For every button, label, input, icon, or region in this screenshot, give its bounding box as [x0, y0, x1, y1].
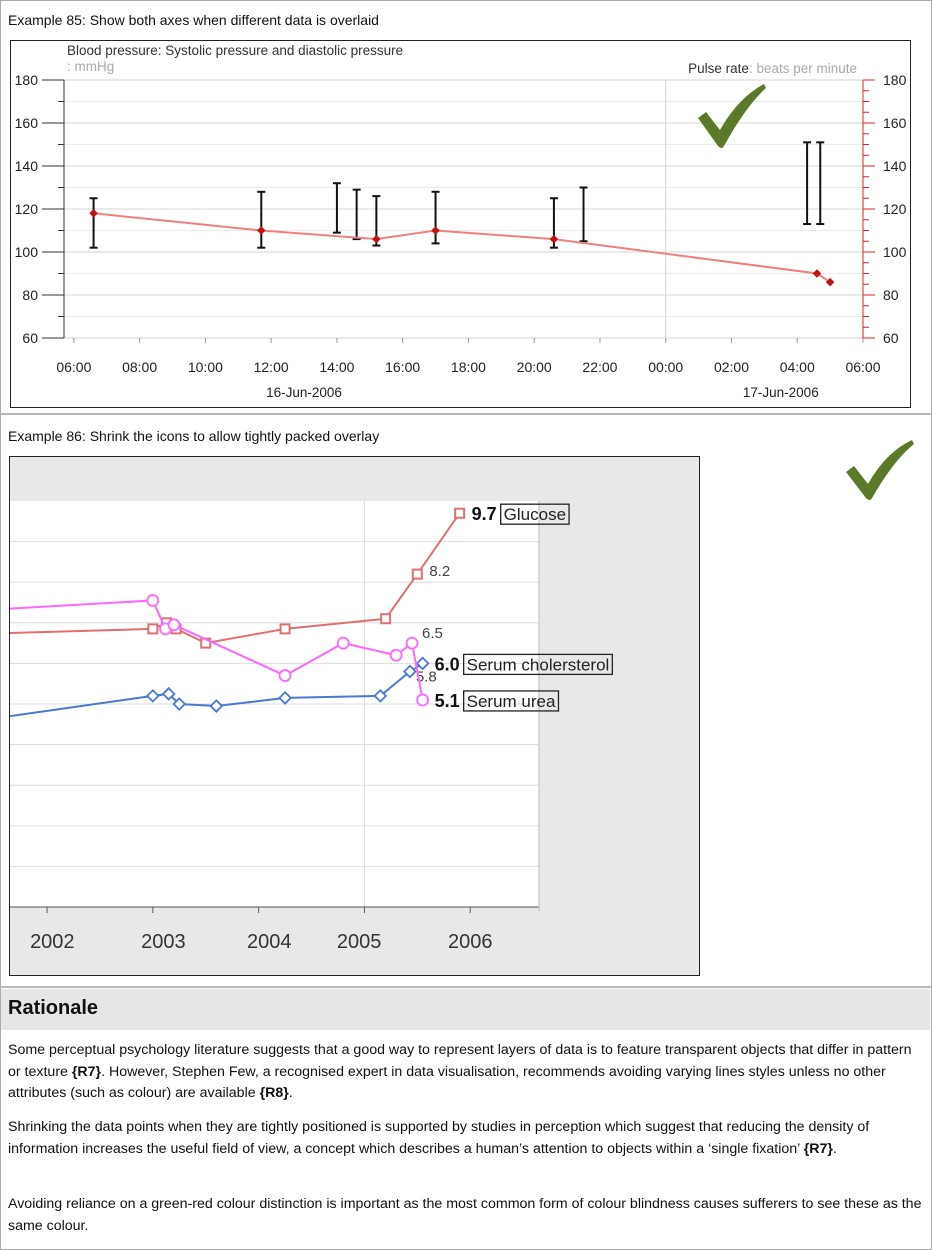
series-point [417, 694, 428, 705]
left-tick-label: 140 [14, 158, 38, 174]
series-name-label: Serum urea [466, 691, 556, 711]
chart-title: Blood pressure: Systolic pressure and diastolic pressure [67, 43, 404, 58]
x-tick-label: 14:00 [319, 359, 355, 375]
section-divider [0, 413, 932, 415]
series-point [147, 595, 158, 606]
series-end-value: 6.0 [434, 654, 460, 675]
reference-r7: {R7} [71, 1063, 102, 1080]
series-point [413, 570, 422, 579]
right-axis-label: Pulse rate: beats per minute [688, 61, 857, 76]
right-tick-label: 180 [883, 72, 907, 88]
series-point [455, 509, 464, 518]
x-tick-label: 18:00 [450, 359, 486, 375]
series-point [338, 638, 349, 649]
right-tick-label: 60 [883, 330, 899, 346]
reference-r8: {R8} [259, 1085, 289, 1101]
checkmark-icon [842, 438, 916, 504]
left-tick-label: 100 [14, 244, 38, 260]
series-point [391, 650, 402, 661]
x-tick-label: 04:00 [779, 359, 815, 375]
x-tick-label: 00:00 [648, 359, 684, 375]
lab-chart-svg [10, 457, 698, 974]
example-86-title: Example 86: Shrink the icons to allow tightly packed overlay [8, 428, 380, 444]
x-tick-label: 2005 [336, 931, 382, 953]
x-tick-label: 06:00 [845, 359, 881, 375]
x-tick-label: 22:00 [582, 359, 618, 375]
lab-chart [9, 456, 700, 976]
x-tick-label: 20:00 [516, 359, 552, 375]
series-extra-value: 8.2 [429, 563, 451, 581]
series-point [281, 624, 290, 633]
series-point [280, 670, 291, 681]
reference-r7: {R7} [803, 1140, 833, 1157]
left-tick-label: 80 [22, 287, 38, 303]
x-tick-label: 2006 [447, 931, 493, 953]
date-label: 17-Jun-2006 [742, 385, 819, 400]
x-tick-label: 16:00 [385, 359, 421, 375]
series-point [168, 619, 179, 630]
series-point [148, 624, 157, 633]
series-extra-value: 6.5 [422, 625, 443, 643]
right-tick-label: 140 [883, 158, 907, 174]
left-tick-label: 160 [14, 115, 38, 131]
right-tick-label: 120 [883, 201, 907, 217]
rationale-paragraph: Some perceptual psychology literature suggests that a good way to represent layers of data is to feature transparent objects that differ in pattern or texture {R7}. However, Stephen Few, a recognised expert in data visualisation, recommends avoiding varying lines styles unless no other attributes (such as colour) are available {R8}. [8, 1042, 912, 1101]
series-point [381, 614, 390, 623]
x-tick-label: 12:00 [253, 359, 289, 375]
x-tick-label: 2004 [246, 931, 292, 953]
bp-chart [10, 40, 911, 408]
rationale-paragraph: Avoiding reliance on a green-red colour distinction is important as the most common form of colour blindness causes sufferers to see these as the same colour. [8, 1196, 922, 1234]
rationale-paragraph: Shrinking the data points when they are tightly positioned is supported by studies in perception which suggest that reducing the density of information increases the useful field of view, a concept which describes a human’s attention to objects within a ‘single fixation’ {R7}. [8, 1119, 870, 1157]
example-85-title: Example 85: Show both axes when different data is overlaid [8, 12, 379, 28]
series-name-label: Glucose [503, 505, 567, 525]
right-tick-label: 160 [883, 115, 907, 131]
bp-chart-svg [11, 41, 909, 406]
x-tick-label: 2003 [141, 931, 186, 953]
checkmark-icon [694, 82, 768, 152]
left-tick-label: 180 [14, 72, 38, 88]
x-tick-label: 02:00 [713, 359, 750, 375]
section-divider [0, 986, 932, 988]
series-end-value: 9.7 [471, 504, 497, 525]
rationale-header [1, 989, 930, 1030]
x-tick-label: 2002 [30, 931, 75, 953]
x-tick-label: 06:00 [56, 359, 92, 375]
x-tick-label: 08:00 [122, 359, 158, 375]
date-label: 16-Jun-2006 [266, 385, 342, 400]
series-end-value: 5.1 [434, 690, 460, 711]
left-axis-unit: : mmHg [67, 59, 115, 74]
series-extra-value: 5.8 [415, 668, 437, 686]
right-tick-label: 80 [883, 287, 899, 303]
left-tick-label: 120 [14, 201, 38, 217]
x-tick-label: 10:00 [187, 359, 223, 375]
series-name-label: Serum cholersterol [466, 655, 610, 675]
right-tick-label: 100 [883, 244, 907, 260]
series-point [407, 638, 418, 649]
rationale-heading: Rationale [8, 997, 99, 1019]
left-tick-label: 60 [22, 330, 38, 346]
